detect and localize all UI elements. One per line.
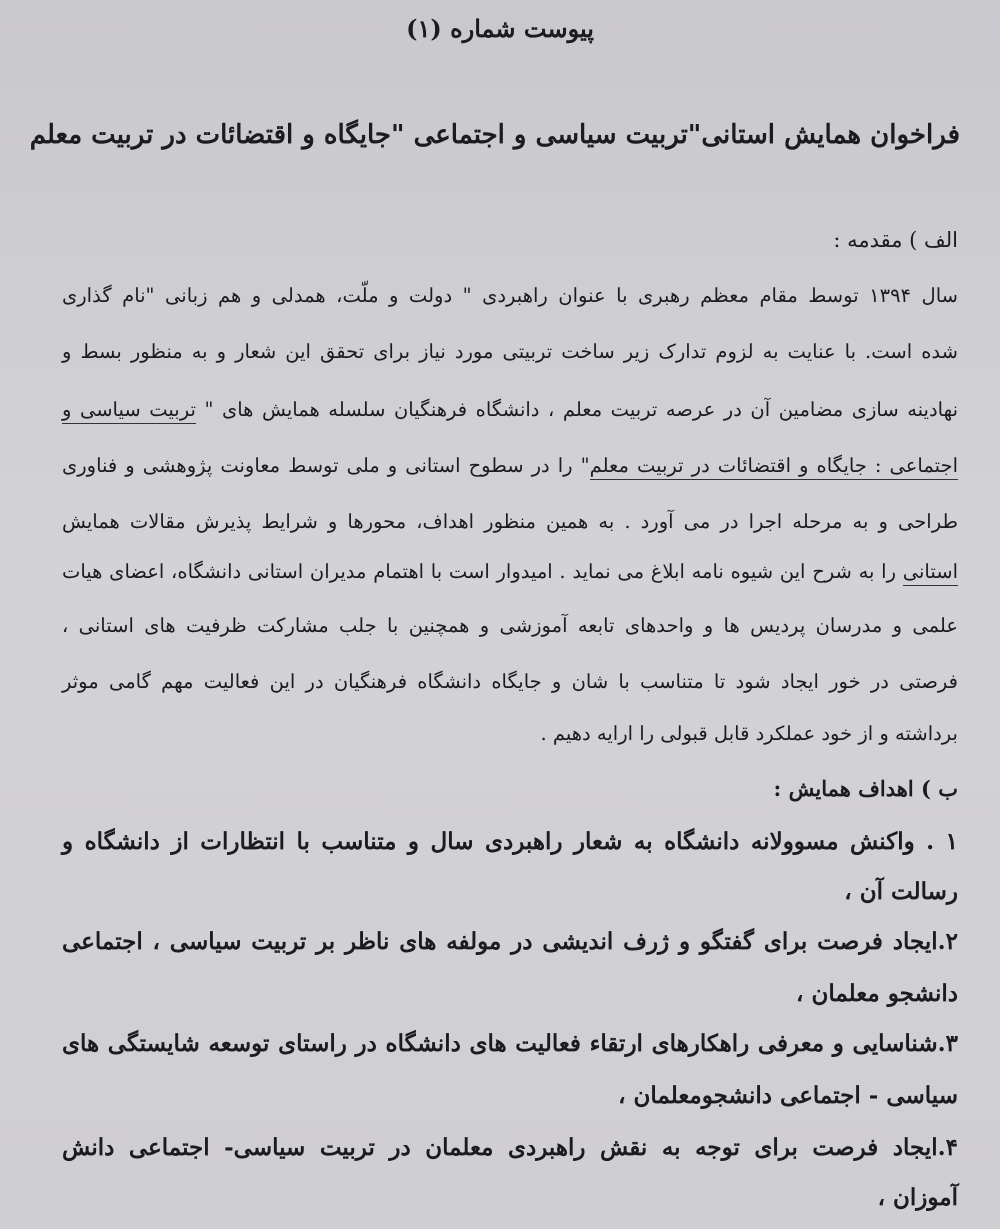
section-b-heading: ب ) اهداف همایش : bbox=[773, 776, 958, 801]
goal-line: دانشجو معلمان ، bbox=[796, 980, 958, 1007]
intro-line bbox=[62, 560, 958, 583]
intro-line: شده است. با عنایت به لزوم تدارک زیر ساخت تربیتی مورد نیاز برای تحقق این شعار و به منظور بسط و bbox=[62, 340, 958, 363]
section-a-heading: الف ) مقدمه : bbox=[833, 228, 958, 252]
intro-line: علمی و مدرسان پردیس ها و واحدهای تابعه آموزشی و همچنین با جلب مشارکت ظرفیت های استانی ، bbox=[62, 614, 958, 637]
goal-line: سیاسی - اجتماعی دانشجومعلمان ، bbox=[618, 1082, 958, 1109]
intro-line: طراحی و به مرحله اجرا در می آورد . به همین منظور اهداف، محورها و شرایط پذیرش مقالات همایش bbox=[62, 510, 958, 533]
intro-line: برداشته و از خود عملکرد قابل قبولی را ارایه دهیم . bbox=[540, 722, 958, 745]
goal-line: ۳.شناسایی و معرفی راهکارهای ارتقاء فعالیت های دانشگاه در راستای توسعه شایستگی های bbox=[62, 1030, 958, 1057]
goal-line: ۱ . واکنش مسوولانه دانشگاه به شعار راهبردی سال و متناسب با انتظارات از دانشگاه و bbox=[62, 828, 958, 855]
call-title: فراخوان همایش استانی"تربیت سیاسی و اجتماعی "جایگاه و اقتضائات در تربیت معلم bbox=[29, 120, 960, 150]
goal-line: آموزان ، bbox=[877, 1184, 958, 1211]
underlined-word: استانی bbox=[903, 560, 958, 586]
intro-line: سال ۱۳۹۴ توسط مقام معظم رهبری با عنوان راهبردی " دولت و ملّت، همدلی و هم زبانی "نام گذاری bbox=[62, 284, 958, 307]
goal-line: ۲.ایجاد فرصت برای گفتگو و ژرف اندیشی در مولفه های ناظر بر تربیت سیاسی ، اجتماعی bbox=[62, 928, 958, 955]
intro-text: نهادینه سازی مضامین آن در عرصه تربیت معلم ، دانشگاه فرهنگیان سلسله همایش های " bbox=[204, 398, 959, 421]
intro-line bbox=[62, 454, 958, 477]
goal-line: ۴.ایجاد فرصت برای توجه به نقش راهبردی معلمان در تربیت سیاسی- اجتماعی دانش bbox=[62, 1134, 958, 1161]
intro-text: را به شرح این شیوه نامه ابلاغ می نماید . امیدوار است با اهتمام مدیران استانی دانشگاه، اعضای هیات bbox=[62, 560, 903, 583]
goal-line: رسالت آن ، bbox=[844, 878, 958, 905]
underlined-title-part: اجتماعی : جایگاه و اقتضائات در تربیت معلم bbox=[590, 454, 958, 480]
intro-line: فرصتی در خور ایجاد شود تا متناسب با شان و جایگاه دانشگاه فرهنگیان در این فعالیت مهم گامی موثر bbox=[62, 670, 958, 693]
appendix-title: پیوست شماره (۱) bbox=[406, 14, 594, 43]
intro-text: " را در سطوح استانی و ملی توسط معاونت پژوهشی و فناوری bbox=[62, 454, 590, 477]
underlined-title-part: تربیت سیاسی و bbox=[62, 398, 196, 424]
intro-line bbox=[62, 398, 958, 421]
